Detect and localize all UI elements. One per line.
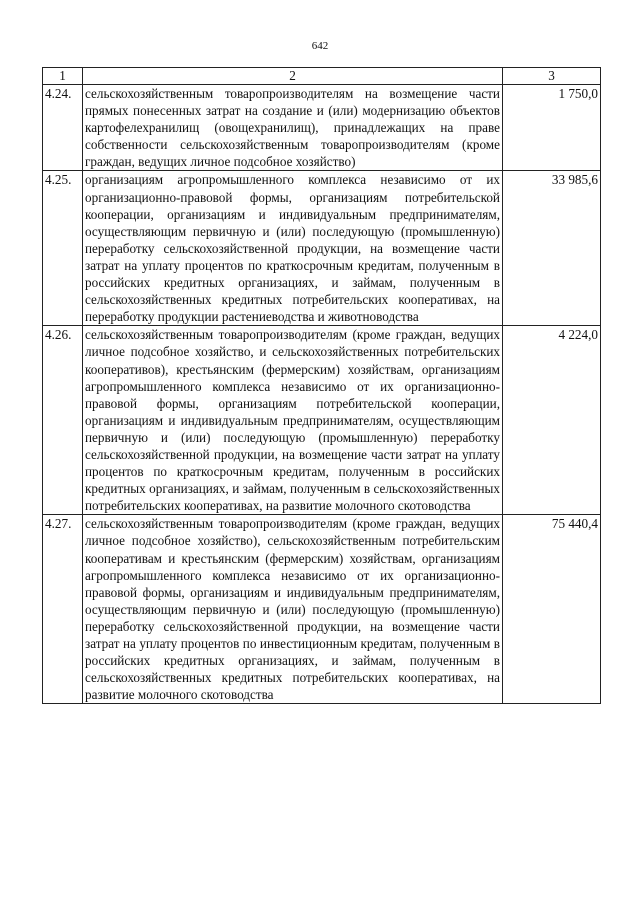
table-row <box>43 85 601 171</box>
row-amount: 1 750,0 <box>503 85 601 171</box>
column-header-number: 1 <box>43 68 83 85</box>
row-amount: 4 224,0 <box>503 326 601 515</box>
table-row <box>43 171 601 326</box>
row-number: 4.26. <box>43 326 83 515</box>
row-description: сельскохозяйственным товаропроизводителям на возмещение части прямых понесенных затрат на создание и (или) модернизацию объектов картофелехранилищ (овощехранилищ), принадлежащих на праве собственности сельскохозяйственным товаропроизводителям (кроме граждан, ведущих личное подсобное хозяйство) <box>83 85 503 171</box>
row-number: 4.25. <box>43 171 83 326</box>
row-amount: 33 985,6 <box>503 171 601 326</box>
table-header-row <box>43 68 601 85</box>
budget-table <box>42 67 601 704</box>
row-number: 4.27. <box>43 515 83 704</box>
row-description: сельскохозяйственным товаропроизводителям (кроме граждан, ведущих личное подсобное хозяйство, и сельскохозяйственных потребительских кооперативов), крестьянским (фермерским) хозяйствам, организациям агропромышленного комплекса независимо от их организационно-правовой формы, организациям потребительской кооперации, организациям и индивидуальным предпринимателям, осуществляющим первичную и (или) последующую (промышленную) переработку сельскохозяйственной продукции, на возмещение части затрат на уплату процентов по краткосрочным кредитам, полученным в российских кредитных организациях, и займам, полученным в сельскохозяйственных потребительских кооперативах, на развитие молочного скотоводства <box>83 326 503 515</box>
column-header-description: 2 <box>83 68 503 85</box>
page-number: 642 <box>311 40 329 52</box>
row-description: сельскохозяйственным товаропроизводителям (кроме граждан, ведущих личное подсобное хозяйство), сельскохозяйственным потребительским кооперативам и крестьянским (фермерским) хозяйствам, организациям агропромышленного комплекса независимо от их организационно-правовой формы, организациям и индивидуальным предпринимателям, осуществляющим первичную и (или) последующую (промышленную) переработку сельскохозяйственной продукции, на возмещение части затрат на уплату процентов по инвестиционным кредитам, полученным в российских кредитных организациях, и займам, полученным в сельскохозяйственных кредитных потребительских кооперативах, на развитие молочного скотоводства <box>83 515 503 704</box>
row-amount: 75 440,4 <box>503 515 601 704</box>
row-number: 4.24. <box>43 85 83 171</box>
table-row <box>43 515 601 704</box>
row-description: организациям агропромышленного комплекса независимо от их организационно-правовой формы, организациям потребительской кооперации, организациям и индивидуальным предпринимателям, осуществляющим первичную и (или) последующую (промышленную) переработку сельскохозяйственной продукции, на возмещение части затрат на уплату процентов по краткосрочным кредитам, полученным в российских кредитных организациях, и займам, полученным в сельскохозяйственных кредитных потребительских кооперативах, на переработку продукции растениеводства и животноводства <box>83 171 503 326</box>
column-header-amount: 3 <box>503 68 601 85</box>
table-row <box>43 326 601 515</box>
